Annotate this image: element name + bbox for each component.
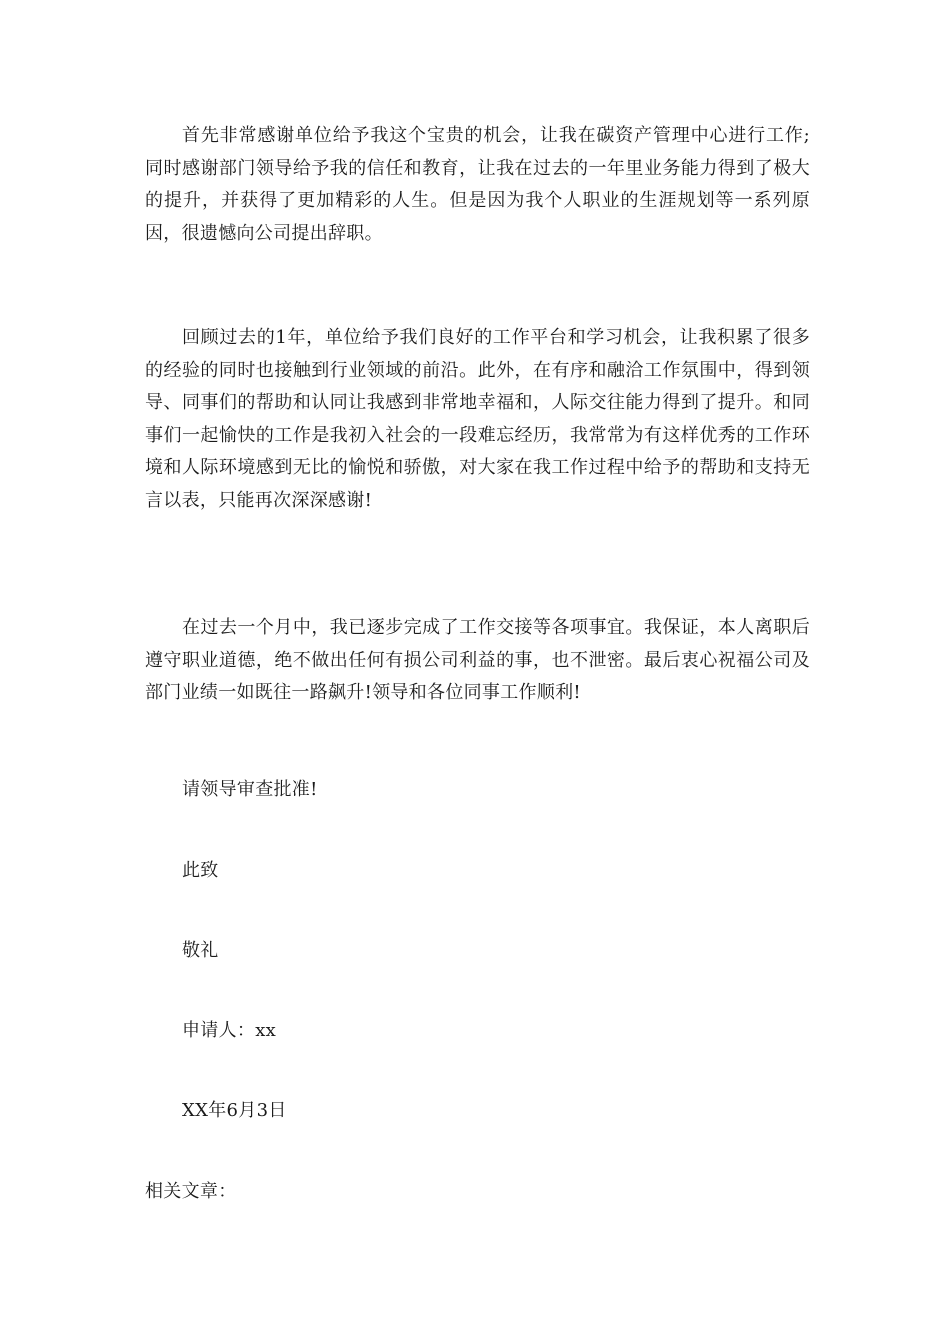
- salutation: 此致: [182, 860, 219, 881]
- paragraph-handover: 在过去一个月中，我已逐步完成了工作交接等各项事宜。我保证，本人离职后遵守职业道德，绝不做出任何有损公司利益的事，也不泄密。最后衷心祝福公司及部门业绩一如既往一路飙升!领导和各位同事工作顺利!: [145, 617, 810, 703]
- request-approval: 请领导审查批准!: [182, 779, 318, 800]
- applicant: 申请人：xx: [182, 1020, 277, 1041]
- paragraph-intro: 首先非常感谢单位给予我这个宝贵的机会，让我在碳资产管理中心进行工作;同时感谢部门领导给予我的信任和教育，让我在过去的一年里业务能力得到了极大的提升，并获得了更加精彩的人生。但是因为我个人职业的生涯规划等一系列原因，很遗憾向公司提出辞职。: [145, 125, 810, 244]
- paragraph-review: 回顾过去的1年，单位给予我们良好的工作平台和学习机会，让我积累了很多的经验的同时也接触到行业领域的前沿。此外，在有序和融洽工作氛围中，得到领导、同事们的帮助和认同让我感到非常地幸福和，人际交往能力得到了提升。和同事们一起愉快的工作是我初入社会的一段难忘经历，我常常为有这样优秀的工作环境和人际环境感到无比的愉悦和骄傲，对大家在我工作过程中给予的帮助和支持无言以表，只能再次深深感谢!: [145, 327, 810, 511]
- regards: 敬礼: [182, 940, 219, 961]
- related-articles-heading: 相关文章：: [145, 1181, 237, 1202]
- date: XX年6月3日: [182, 1100, 287, 1121]
